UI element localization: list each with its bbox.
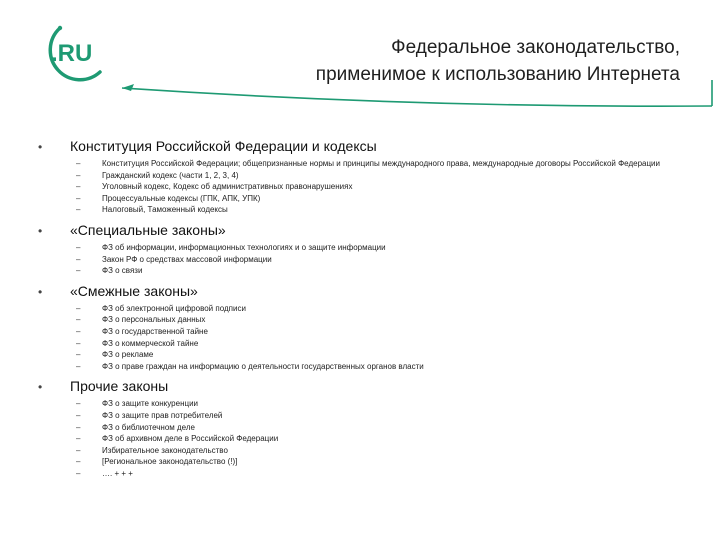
section-other-laws: [38, 378, 688, 479]
list-item: – ФЗ об информации, информационных технологиях и о защите информации: [76, 242, 386, 252]
list-item: – ФЗ о библиотечном деле: [76, 422, 195, 432]
bullet-icon: •: [38, 284, 43, 299]
list-item: – ФЗ о праве граждан на информацию о деятельности государственных органов власти: [76, 361, 424, 371]
bullet-icon: •: [38, 140, 43, 154]
list-item: – Избирательное законодательство: [76, 445, 228, 455]
title-line-2: применимое к использованию Интернета: [315, 64, 680, 85]
list-item: – ФЗ об электронной цифровой подписи: [76, 303, 246, 313]
section-items: [38, 242, 688, 277]
bullet-icon: •: [38, 223, 43, 238]
content-list: [38, 138, 688, 479]
section-title: Конституция Российской Федерации и кодексы: [70, 138, 377, 154]
logo-text: .RU: [51, 40, 93, 67]
section-constitution: [38, 138, 688, 216]
list-item: – ФЗ о рекламе: [76, 350, 154, 360]
section-items: [38, 158, 688, 216]
list-item: – ФЗ о связи: [76, 266, 143, 276]
section-related-laws: [38, 283, 688, 373]
section-title: «Смежные законы»: [70, 282, 198, 299]
list-item: – ФЗ о государственной тайне: [76, 326, 208, 336]
section-title: Прочие законы: [70, 378, 169, 395]
list-item: – ФЗ об архивном деле в Российской Федерации: [76, 434, 279, 444]
section-title: «Специальные законы»: [70, 221, 226, 238]
section-items: [38, 303, 688, 373]
list-item: – …. + + +: [76, 468, 133, 478]
section-special-laws: [38, 222, 688, 277]
list-item: – Процессуальные кодексы (ГПК, АПК, УПК): [76, 193, 261, 203]
list-item: – Гражданский кодекс (части 1, 2, 3, 4): [76, 170, 239, 180]
list-item: – [Региональное законодательство (!)]: [76, 457, 238, 467]
list-item: – Закон РФ о средствах массовой информации: [76, 254, 272, 264]
list-item: – ФЗ о персональных данных: [76, 315, 206, 325]
title-line-1: Федеральное законодательство,: [391, 37, 680, 58]
list-item: – Налоговый, Таможенный кодексы: [76, 205, 228, 215]
list-item: – Уголовный кодекс, Кодекс об административных правонарушениях: [76, 182, 353, 192]
list-item: – ФЗ о защите прав потребителей: [76, 410, 223, 420]
list-item: – ФЗ о защите конкуренции: [76, 399, 199, 409]
list-item: – Конституция Российской Федерации; общепризнанные нормы и принципы международного права, международные договоры Российской Федерации: [76, 159, 660, 168]
bullet-icon: •: [38, 380, 43, 395]
section-items: [38, 398, 688, 479]
list-item: – ФЗ о коммерческой тайне: [76, 338, 199, 348]
decorative-swoosh: [0, 70, 720, 120]
